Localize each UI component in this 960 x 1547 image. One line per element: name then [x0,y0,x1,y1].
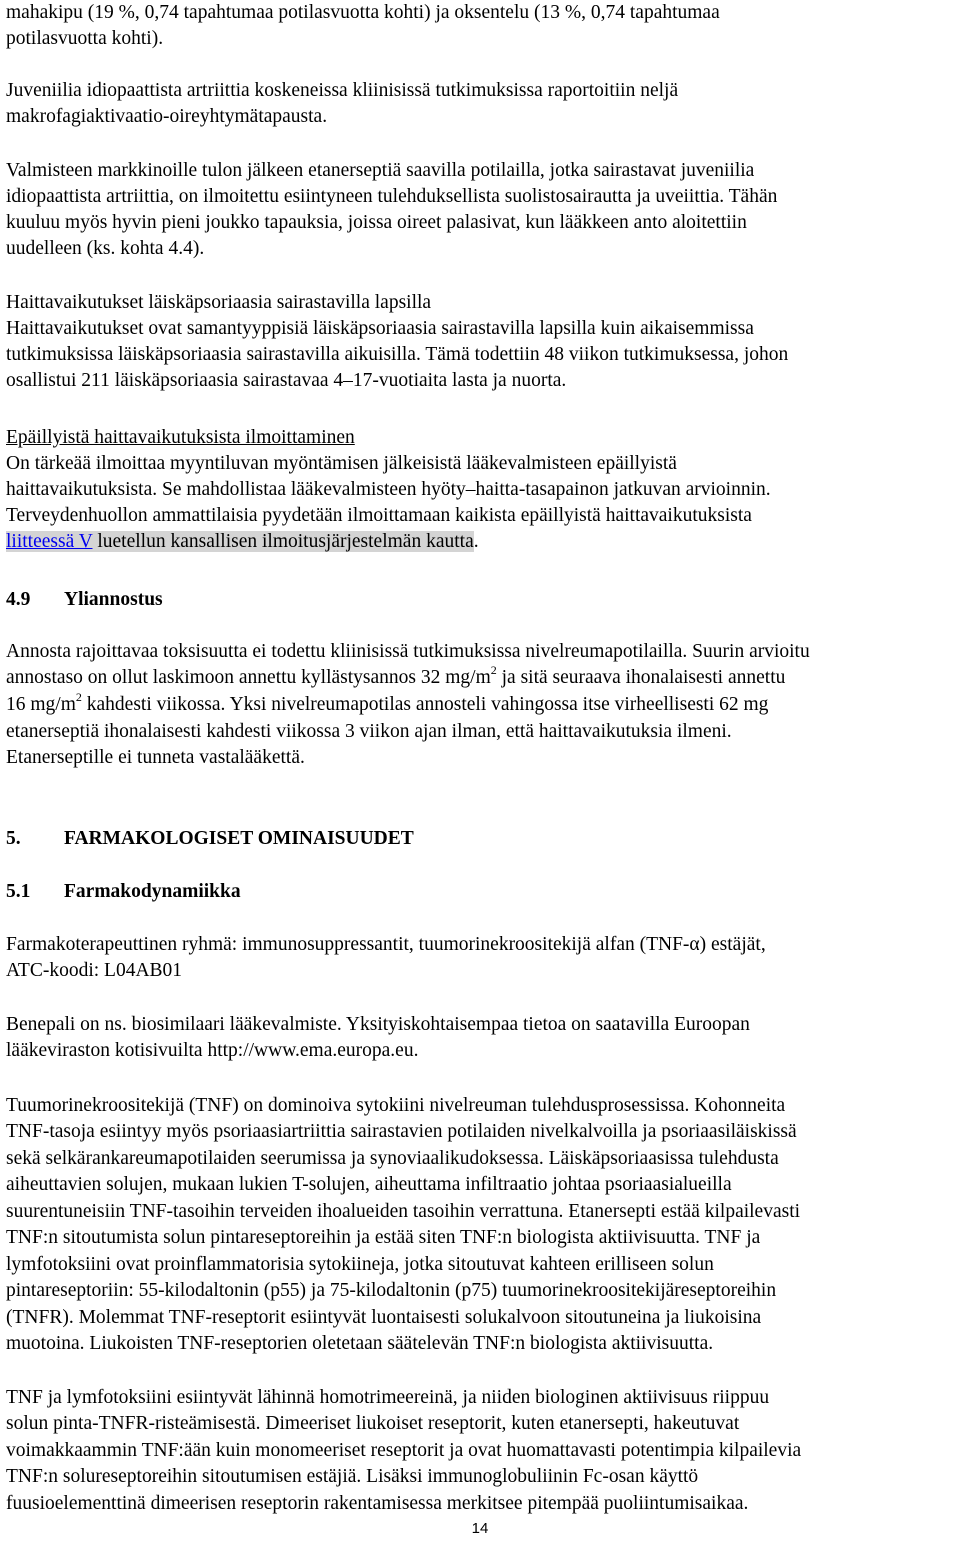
text-line: makrofagiaktivaatio-oireyhtymätapausta. [6,106,328,127]
section-title: Farmakodynamiikka [64,881,241,902]
text-line: solun pinta-TNFR-risteämisestä. Dimeeriset liukoiset reseptorit, kuten etanersepti, hakeutuvat [6,1413,740,1434]
text-line: TNF:n solureseptoreihin sitoutumisen estäjiä. Lisäksi immunoglobuliinin Fc-osan käyttö [6,1466,699,1487]
text-line: muotoina. Liukoisten TNF-reseptorien oletetaan säätelevän TNF:n biologista aktiivisuutta. [6,1333,714,1354]
section-heading-4-9 [6,587,163,613]
text-span: luetellun kansallisen ilmoitusjärjestelmän kautta [92,531,474,552]
text-line: kuuluu myös hyvin pieni joukko tapauksia, joissa oireet palasivat, kun lääkkeen anto aloitettiin [6,212,747,233]
superscript: 2 [490,662,497,677]
text-line: TNF ja lymfotoksiini esiintyvät lähinnä homotrimeereinä, ja niiden biologinen aktiivisuus riippuu [6,1387,770,1408]
text-line: Annosta rajoittavaa toksisuutta ei todettu kliinisissä tutkimuksissa nivelreumapotilailla. Suurin arvioitu [6,641,810,662]
text-line: (TNFR). Molemmat TNF-reseptorit esiintyvät luontaisesti solukalvoon sitoutuneina ja liukoisina [6,1307,762,1328]
text-line: suurentuneisiin TNF-tasoihin terveiden ihoalueiden tasoihin verrattuna. Etanersepti estää kilpailevasti [6,1201,801,1222]
text-line: pintareseptoriin: 55-kilodaltonin (p55) ja 75-kilodaltonin (p75) tuumorinekroositekijäreseptoreihin [6,1280,777,1301]
text-line: osallistui 211 läiskäpsoriaasia sairastavaa 4–17-vuotiaita lasta ja nuorta. [6,370,567,391]
text-line [6,662,786,691]
text-line: mahakipu (19 %, 0,74 tapahtumaa potilasvuotta kohti) ja oksentelu (13 %, 0,74 tapahtumaa [6,2,720,23]
section-title: Yliannostus [64,589,163,610]
text-line: lääkeviraston kotisivuilta http://www.ema.europa.eu. [6,1040,419,1061]
text-line: Valmisteen markkinoille tulon jälkeen etanerseptiä saavilla potilailla, jotka sairastavat juveniilia [6,160,755,181]
superscript: 2 [75,689,82,704]
section-heading-5-1 [6,879,241,905]
section-title: FARMAKOLOGISET OMINAISUUDET [64,828,414,849]
text-line [6,689,769,718]
text-line: Terveydenhuollon ammattilaisia pyydetään ilmoittamaan kaikista epäillyistä haittavaikutuksista [6,505,752,526]
text-line: potilasvuotta kohti). [6,28,164,49]
text-line: idiopaattista artriittia, on ilmoitettu esiintyneen tulehduksellista suolistosairautta ja uveiittia. Tähän [6,186,778,207]
text-line [6,529,479,555]
text-line: fuusioelementtinä dimeerisen reseptorin rakentamisessa merkitsee pitempää puoliintumisaikaa. [6,1493,749,1514]
text-line: Haittavaikutukset ovat samantyyppisiä läiskäpsoriaasia sairastavilla lapsilla kuin aikaisemmissa [6,318,754,339]
text-line: Juveniilia idiopaattista artriittia koskeneissa kliinisissä tutkimuksissa raportoitiin neljä [6,80,679,101]
text-line: Benepali on ns. biosimilaari lääkevalmiste. Yksityiskohtaisempaa tietoa on saatavilla Euroopan [6,1014,750,1035]
text-line: etanerseptiä ihonalaisesti kahdesti viikossa 3 viikon ajan ilman, että haittavaikutuksia ilmeni. [6,721,732,742]
text-line: Tuumorinekroositekijä (TNF) on dominoiva sytokiini nivelreuman tulehdusprosessissa. Kohonneita [6,1095,786,1116]
subsection-title: Haittavaikutukset läiskäpsoriaasia sairastavilla lapsilla [6,292,432,313]
text-span: . [473,531,479,552]
text-line: uudelleen (ks. kohta 4.4). [6,238,205,259]
text-line: TNF:n sitoutumista solun pintareseptoreihin ja estää siten TNF:n biologista aktiivisuutta. TNF ja [6,1227,761,1248]
text-line: ATC-koodi: L04AB01 [6,960,183,981]
text-line: On tärkeää ilmoittaa myyntiluvan myöntämisen jälkeisistä lääkevalmisteen epäillyistä [6,453,677,474]
text-span: ja sitä seuraava ihonalaisesti annettu [496,667,786,688]
text-line: TNF-tasoja esiintyy myös psoriaasiartriittia sairastavien potilaiden nivelkalvoilla ja psoriaasiläiskissä [6,1121,797,1142]
text-span: annostaso on ollut laskimoon annettu kyllästysannos 32 mg/m [6,667,491,688]
page-number: 14 [471,1520,489,1537]
section-number: 5. [6,828,21,849]
text-line: lymfotoksiini ovat proinflammatorisia sytokiineja, jotka sitoutuvat kahteen erilliseen solun [6,1254,714,1275]
text-span: kahdesti viikossa. Yksi nivelreumapotilas annosteli vahingossa itse virheellisesti 62 mg [81,694,769,715]
section-number: 4.9 [6,589,31,610]
text-line: aiheuttavien solujen, mukaan lukien T-solujen, aiheuttama infiltraatio johtaa psoriaasialueilla [6,1174,732,1195]
highlighted-text [6,531,474,552]
text-line: voimakkaammin TNF:ään kuin monomeeriset reseptorit ja ovat huomattavasti potentimpia kilpailevia [6,1440,802,1461]
text-span: 16 mg/m [6,694,76,715]
section-heading-5 [6,826,414,852]
text-line: sekä selkärankareumapotilaiden seerumissa ja synoviaalikudoksessa. Läiskäpsoriaasissa tulehdusta [6,1148,779,1169]
text-line: Etanerseptille ei tunneta vastalääkettä. [6,747,305,768]
appendix-v-link[interactable]: liitteessä V [6,531,93,552]
section-number: 5.1 [6,881,31,902]
subsection-title: Epäillyistä haittavaikutuksista ilmoittaminen [6,427,355,448]
text-line: tutkimuksissa läiskäpsoriaasia sairastavilla aikuisilla. Tämä todettiin 48 viikon tutkimuksessa, johon [6,344,789,365]
text-line: Farmakoterapeuttinen ryhmä: immunosuppressantit, tuumorinekroositekijä alfan (TNF-α) estäjät, [6,934,766,955]
text-line: haittavaikutuksista. Se mahdollistaa lääkevalmisteen hyöty–haitta-tasapainon jatkuvan arvioinnin. [6,479,771,500]
